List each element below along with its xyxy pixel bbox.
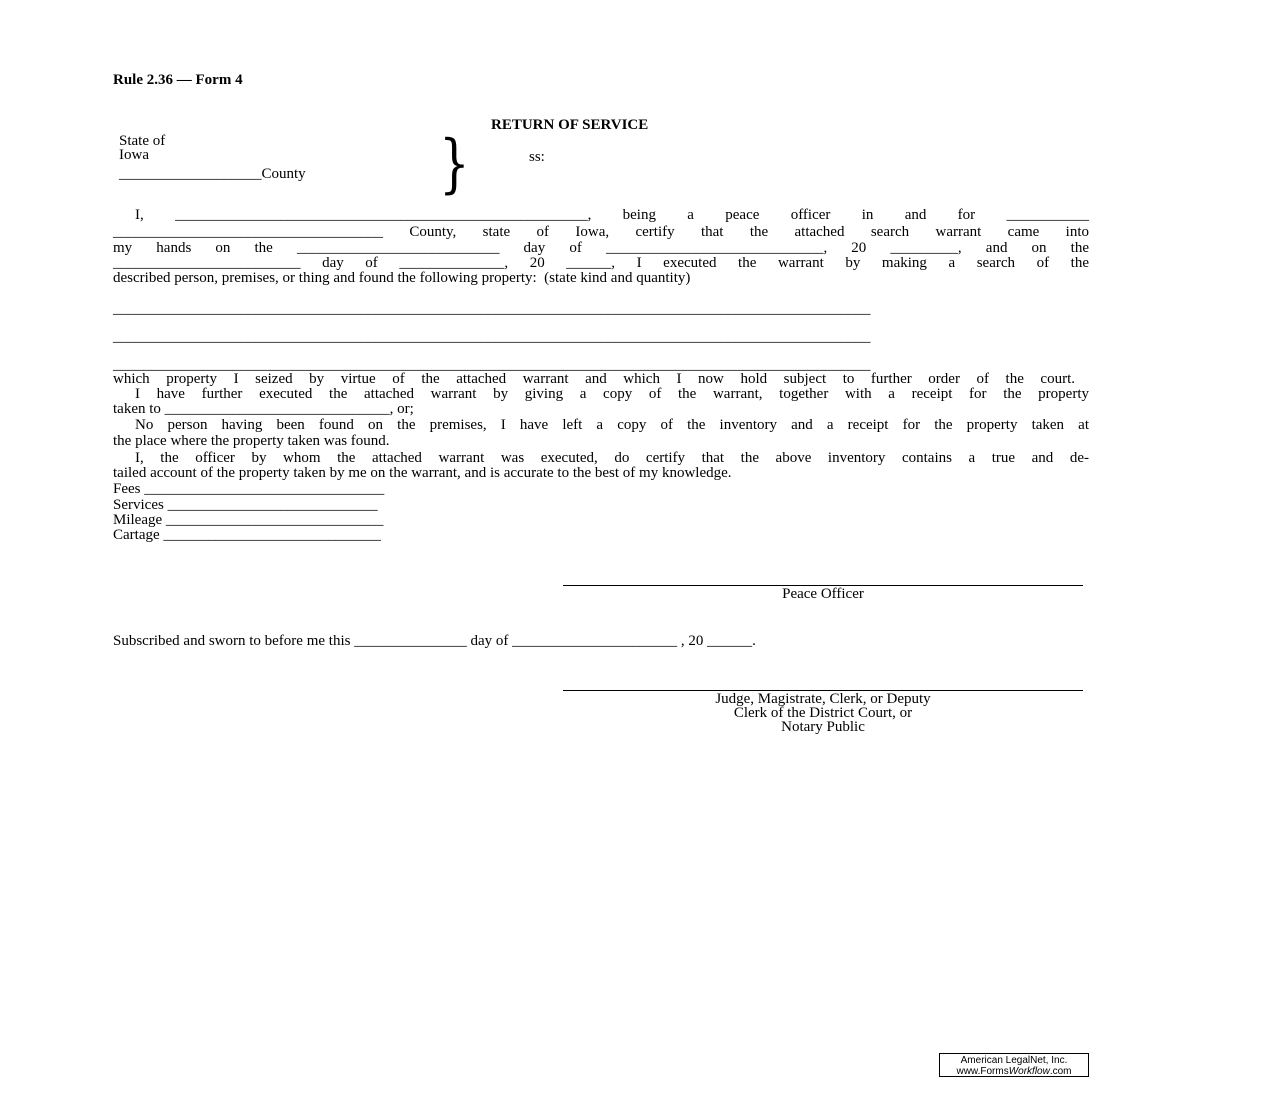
property-blank-line[interactable]: _____________________________________________________________________________________________________ xyxy=(113,357,871,373)
body-line: No person having been found on the premises, I have left a copy of the inventory and a receipt for the property taken at xyxy=(135,417,1089,433)
mileage-field[interactable]: Mileage _____________________________ xyxy=(113,512,384,528)
taken-to-field[interactable]: taken to ______________________________, or; xyxy=(113,401,414,417)
property-blank-line[interactable]: _____________________________________________________________________________________________________ xyxy=(113,329,871,345)
property-blank-line[interactable]: _____________________________________________________________________________________________________ xyxy=(113,301,871,317)
fees-field[interactable]: Fees ________________________________ xyxy=(113,481,385,497)
services-field[interactable]: Services ____________________________ xyxy=(113,497,378,513)
signature-caption: Clerk of the District Court, or xyxy=(733,705,913,721)
body-line[interactable]: ____________________________________ County, state of Iowa, certify that the attached search warrant came into xyxy=(113,224,1089,240)
ss-label: ss: xyxy=(529,149,545,165)
rule-form-label: Rule 2.36 — Form 4 xyxy=(113,72,243,88)
body-line: described person, premises, or thing and found the following property: (state kind and quantity) xyxy=(113,270,691,286)
body-line[interactable]: my hands on the ___________________________ day of _____________________________, 20 _________, and on the xyxy=(113,240,1089,256)
body-line: the place where the property taken was found. xyxy=(113,433,390,449)
signature-caption: Peace Officer xyxy=(782,586,864,602)
publisher-url: www.FormsWorkflow.com xyxy=(956,1066,1072,1077)
signature-caption: Notary Public xyxy=(781,719,865,735)
county-field[interactable]: ___________________County xyxy=(119,166,306,182)
body-line: I, the officer by whom the attached warrant was executed, do certify that the above inventory contains a true and de- xyxy=(135,450,1089,466)
cartage-field[interactable]: Cartage _____________________________ xyxy=(113,527,381,543)
state-name: Iowa xyxy=(119,147,149,163)
jurat-line[interactable]: Subscribed and sworn to before me this _______________ day of ______________________ , 20 ______. xyxy=(113,633,756,649)
body-line: which property I seized by virtue of the attached warrant and which I now hold subject to further order of the court. xyxy=(113,371,1075,387)
publisher-name: American LegalNet, Inc. xyxy=(960,1055,1068,1066)
state-label: State of xyxy=(119,133,166,149)
signature-caption: Judge, Magistrate, Clerk, or Deputy xyxy=(715,691,931,707)
body-line: I have further executed the attached warrant by giving a copy of the warrant, together with a receipt for the property xyxy=(135,386,1089,402)
publisher-footer xyxy=(939,1053,1089,1077)
body-line[interactable]: I, _______________________________________________________, being a peace officer in and for ___________ xyxy=(135,207,1089,223)
page-title: RETURN OF SERVICE xyxy=(491,117,649,133)
brace-symbol: } xyxy=(439,127,470,201)
body-line[interactable]: _________________________ day of ______________, 20 ______, I executed the warrant by making a search of the xyxy=(113,255,1089,271)
body-line: tailed account of the property taken by me on the warrant, and is accurate to the best of my knowledge. xyxy=(113,465,732,481)
